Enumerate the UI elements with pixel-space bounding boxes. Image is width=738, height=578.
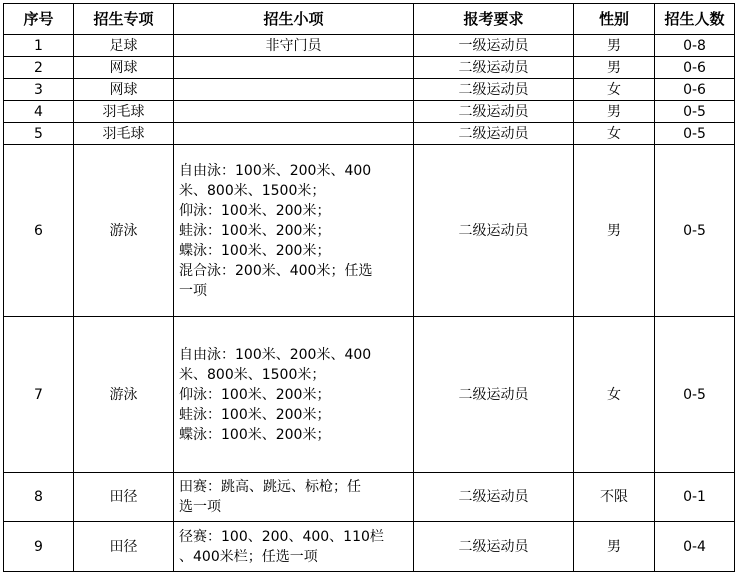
event-line: 米、800米、1500米； — [179, 182, 326, 199]
row-count: 0-6 — [655, 57, 735, 79]
row-index: 3 — [4, 79, 74, 101]
row-requirement: 二级运动员 — [414, 522, 574, 572]
row-sport: 田径 — [74, 473, 174, 522]
row-sport: 网球 — [74, 57, 174, 79]
table-row — [4, 473, 735, 522]
table-row — [4, 145, 735, 317]
row-requirement: 二级运动员 — [414, 317, 574, 473]
row-gender: 不限 — [574, 473, 655, 522]
row-count: 0-5 — [655, 123, 735, 145]
row-gender: 男 — [574, 57, 655, 79]
event-line: 蝶泳：100米、200米； — [179, 242, 331, 259]
event-line: 仰泳：100米、200米； — [179, 386, 331, 403]
row-index: 1 — [4, 35, 74, 57]
row-index: 5 — [4, 123, 74, 145]
event-line: 自由泳：100米、200米、400 — [179, 346, 372, 363]
event-line: 田赛：跳高、跳远、标枪；任 — [179, 479, 361, 495]
event-line: 蛙泳：100米、200米； — [179, 222, 331, 239]
event-line: 选一项 — [179, 499, 221, 515]
header-gender: 性别 — [574, 4, 655, 35]
row-count: 0-6 — [655, 79, 735, 101]
event-line: 蛙泳：100米、200米； — [179, 406, 331, 423]
event-line: 非守门员 — [265, 37, 322, 54]
event-line: 米、800米、1500米； — [179, 366, 326, 383]
row-requirement: 二级运动员 — [414, 123, 574, 145]
row-events — [174, 79, 414, 101]
row-gender: 女 — [574, 317, 655, 473]
table-row — [4, 522, 735, 572]
row-index: 2 — [4, 57, 74, 79]
event-line: 、400米栏；任选一项 — [179, 548, 318, 565]
event-line: 自由泳：100米、200米、400 — [179, 162, 372, 179]
row-count: 0-5 — [655, 317, 735, 473]
row-events — [174, 57, 414, 79]
table-header-row — [4, 4, 735, 35]
row-events — [174, 35, 414, 57]
row-index: 6 — [4, 145, 74, 317]
row-requirement: 二级运动员 — [414, 101, 574, 123]
table-row — [4, 35, 735, 57]
row-sport: 足球 — [74, 35, 174, 57]
row-count: 0-5 — [655, 101, 735, 123]
row-sport: 网球 — [74, 79, 174, 101]
row-gender: 男 — [574, 522, 655, 572]
header-count: 招生人数 — [655, 4, 735, 35]
row-events — [174, 473, 414, 522]
row-sport: 羽毛球 — [74, 101, 174, 123]
row-sport: 羽毛球 — [74, 123, 174, 145]
row-index: 9 — [4, 522, 74, 572]
event-line: 径赛：100、200、400、110栏 — [179, 528, 384, 545]
row-events — [174, 123, 414, 145]
event-line: 仰泳：100米、200米； — [179, 202, 331, 219]
header-index: 序号 — [4, 4, 74, 35]
table-row — [4, 57, 735, 79]
admissions-table — [3, 3, 735, 572]
row-events — [174, 145, 414, 317]
event-line: 混合泳：200米、400米；任选 — [179, 262, 373, 279]
row-gender: 男 — [574, 101, 655, 123]
row-sport: 游泳 — [74, 317, 174, 473]
header-requirement: 报考要求 — [414, 4, 574, 35]
row-index: 7 — [4, 317, 74, 473]
table-body — [4, 35, 735, 572]
header-events: 招生小项 — [174, 4, 414, 35]
table-row — [4, 123, 735, 145]
table-row — [4, 101, 735, 123]
row-gender: 男 — [574, 35, 655, 57]
row-events — [174, 317, 414, 473]
row-count: 0-8 — [655, 35, 735, 57]
row-requirement: 二级运动员 — [414, 79, 574, 101]
table-row — [4, 317, 735, 473]
table-row — [4, 79, 735, 101]
row-sport: 游泳 — [74, 145, 174, 317]
row-index: 4 — [4, 101, 74, 123]
row-requirement: 二级运动员 — [414, 473, 574, 522]
row-events — [174, 101, 414, 123]
row-count: 0-4 — [655, 522, 735, 572]
row-gender: 女 — [574, 79, 655, 101]
row-events — [174, 522, 414, 572]
row-requirement: 二级运动员 — [414, 57, 574, 79]
header-sport: 招生专项 — [74, 4, 174, 35]
row-gender: 男 — [574, 145, 655, 317]
event-line: 蝶泳：100米、200米； — [179, 426, 331, 443]
row-requirement: 二级运动员 — [414, 145, 574, 317]
row-count: 0-5 — [655, 145, 735, 317]
row-sport: 田径 — [74, 522, 174, 572]
row-index: 8 — [4, 473, 74, 522]
event-line: 一项 — [179, 282, 207, 299]
row-gender: 女 — [574, 123, 655, 145]
row-count: 0-1 — [655, 473, 735, 522]
row-requirement: 一级运动员 — [414, 35, 574, 57]
